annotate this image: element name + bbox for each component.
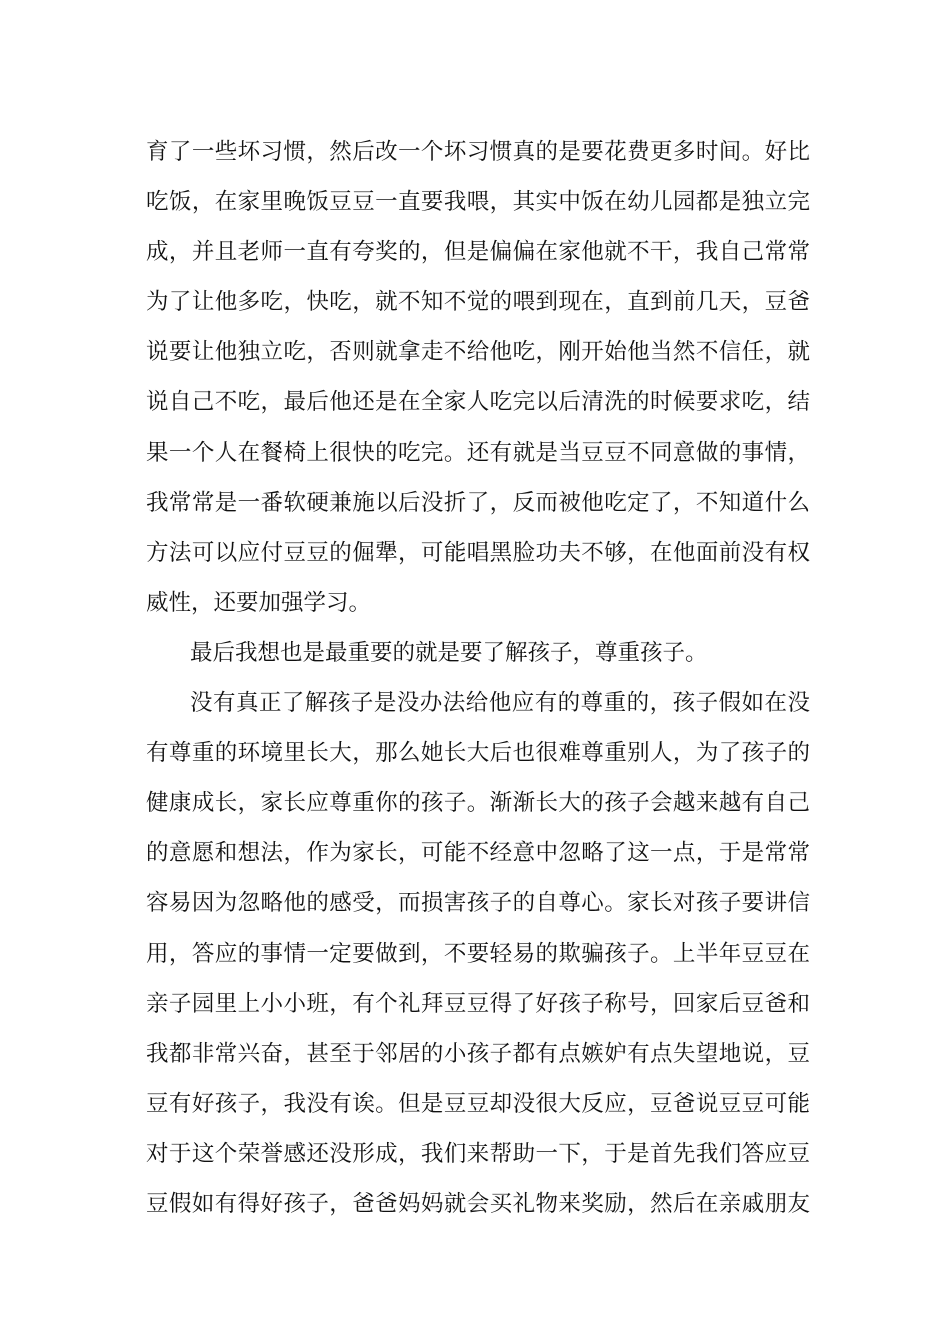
text-line: 成，并且老师一直有夸奖的，但是偏偏在家他就不干，我自己常常 [146, 239, 810, 266]
text-line: 威性，还要加强学习。 [146, 589, 372, 616]
text-line: 说自己不吃，最后他还是在全家人吃完以后清洗的时候要求吃，结 [146, 389, 810, 416]
text-line: 有尊重的环境里长大，那么她长大后也很难尊重别人，为了孩子的 [146, 740, 810, 767]
text-line: 说要让他独立吃，否则就拿走不给他吃，刚开始他当然不信任，就 [146, 339, 810, 366]
text-line: 容易因为忽略他的感受，而损害孩子的自尊心。家长对孩子要讲信 [146, 890, 810, 917]
text-line: 育了一些坏习惯，然后改一个坏习惯真的是要花费更多时间。好比 [146, 139, 810, 165]
text-line: 方法可以应付豆豆的倔犟，可能唱黑脸功夫不够，在他面前没有权 [146, 539, 810, 566]
text-line: 我都非常兴奋，甚至于邻居的小孩子都有点嫉妒有点失望地说，豆 [146, 1040, 810, 1067]
text-line: 用，答应的事情一定要做到，不要轻易的欺骗孩子。上半年豆豆在 [146, 940, 810, 967]
text-line: 对于这个荣誉感还没形成，我们来帮助一下，于是首先我们答应豆 [146, 1140, 810, 1167]
text-line: 果一个人在餐椅上很快的吃完。还有就是当豆豆不同意做的事情， [146, 439, 810, 466]
text-line: 吃饭，在家里晚饭豆豆一直要我喂，其实中饭在幼儿园都是独立完 [146, 189, 810, 216]
text-line: 没有真正了解孩子是没办法给他应有的尊重的，孩子假如在没 [190, 690, 810, 717]
text-line: 为了让他多吃，快吃，就不知不觉的喂到现在，直到前几天，豆爸 [146, 289, 810, 316]
text-line: 豆有好孩子，我没有诶。但是豆豆却没很大反应，豆爸说豆豆可能 [146, 1090, 810, 1117]
text-line: 的意愿和想法，作为家长，可能不经意中忽略了这一点，于是常常 [146, 840, 810, 867]
body-text [146, 127, 810, 1229]
text-line: 我常常是一番软硬兼施以后没折了，反而被他吃定了，不知道什么 [146, 489, 810, 516]
text-line: 亲子园里上小小班，有个礼拜豆豆得了好孩子称号，回家后豆爸和 [146, 990, 810, 1017]
text-line: 豆假如有得好孩子，爸爸妈妈就会买礼物来奖励，然后在亲戚朋友 [146, 1190, 810, 1217]
paragraph-heading-line: 最后我想也是最重要的就是要了解孩子，尊重孩子。 [190, 639, 708, 666]
text-line: 健康成长，家长应尊重你的孩子。渐渐长大的孩子会越来越有自己 [146, 790, 810, 817]
